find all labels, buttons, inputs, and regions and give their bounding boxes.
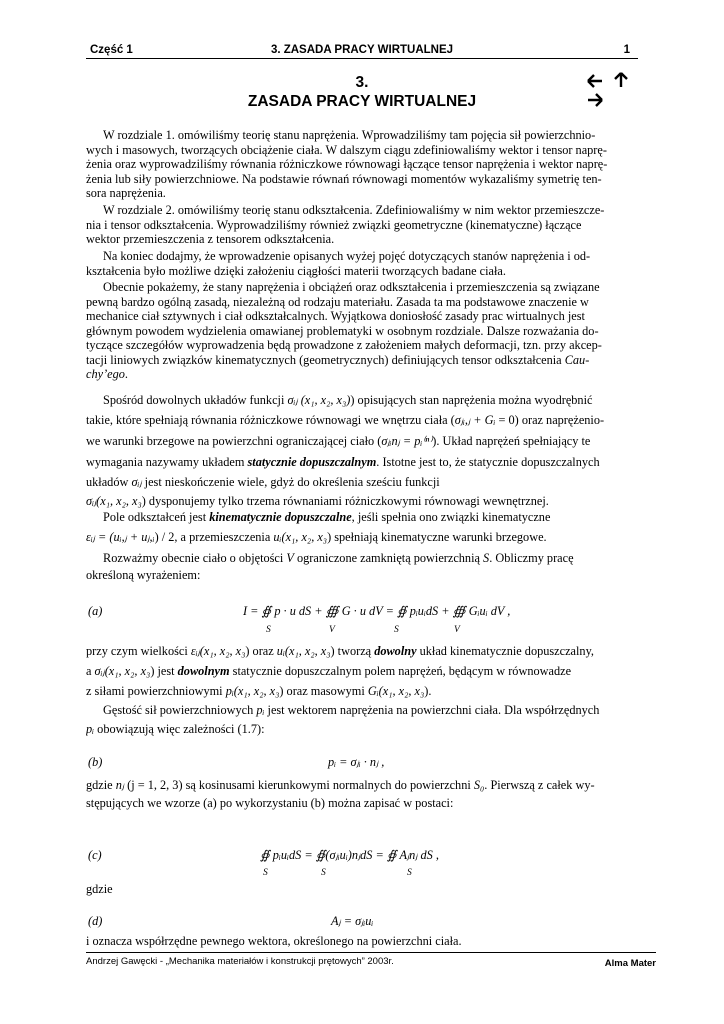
- p8-l2: obowiązują więc zależności (1.7):: [94, 722, 265, 736]
- sym-V: V: [286, 551, 294, 565]
- arrow-right-icon[interactable]: [584, 93, 606, 112]
- paragraph-1-line-2: wych i masowych, tworzących obciążenie ciała. W dalszym ciągu zdefiniowaliśmy wektor i tensor naprę-: [86, 142, 607, 157]
- p6-l2-b: , a przemieszczenia: [174, 530, 274, 544]
- last-line: i oznacza współrzędne pewnego wektora, określonego na powierzchni ciała.: [86, 934, 462, 948]
- aa-l3-a: z siłami powierzchniowymi: [86, 684, 226, 698]
- equation-c-label: (c): [88, 848, 102, 862]
- sym-sigma-ij-coords: σᵢⱼ(x₁, x₂, x₃: [86, 494, 142, 508]
- p4-l6-text: tacji liniowych związków kinematycznych (geometrycznych) definiujących tensor odkształcenia: [86, 352, 565, 367]
- sym-sigma-coords-2: σᵢⱼ(x₁, x₂, x₃: [94, 664, 151, 678]
- paragraph-4-line-2: pewną bardzo ogólną zasadą, niezależną od rodzaju materiału. Zasada ta ma podstawowe znaczenie w: [86, 294, 589, 309]
- p8-l1-a: Gęstość sił powierzchniowych: [103, 703, 257, 717]
- equation-d: Aⱼ = σⱼᵢuᵢ: [331, 914, 374, 928]
- sym-eps-coords: εᵢⱼ(x₁, x₂, x₃: [190, 644, 246, 658]
- eq-c-sub-S2: S: [321, 868, 326, 878]
- equation-a-label: (a): [88, 604, 103, 618]
- equation-b: pᵢ = σⱼᵢ · nⱼ ,: [328, 755, 385, 769]
- aa-l3-b: ) oraz masowymi: [279, 684, 368, 698]
- paragraph-1-line-4: żenia lub siły powierzchniowe. Na podstawie równań równowagi momentów wykazaliśmy symetrię ten-: [86, 171, 602, 186]
- paragraph-2-line-1: W rozdziale 2. omówiliśmy teorię stanu odkształcenia. Zdefiniowaliśmy w nim wektor przemieszcze-: [103, 203, 605, 217]
- ab-l1-b: (j = 1, 2, 3) są kosinusami kierunkowymi normalnych do powierzchni: [124, 778, 474, 792]
- sym-boundary: σⱼᵢnⱼ = pᵢ⁽ⁿ⁾: [381, 434, 433, 448]
- p7-l1-c: . Obliczmy pracę: [489, 551, 574, 565]
- equation-b-label: (b): [88, 755, 103, 769]
- aa-l1-e: układ kinematycznie dopuszczalny,: [416, 644, 595, 658]
- ab-l1-c: . Pierwszą z całek wy-: [484, 778, 595, 792]
- aa-l1-c: ) tworzą: [330, 644, 375, 658]
- eq-a-sub-S1: S: [266, 625, 271, 635]
- p4-cauchy-2: chy’ego: [86, 367, 125, 381]
- after-a-line-2: [86, 664, 656, 678]
- p5-l1-c: ) opisujących stan naprężenia można wyodrębnić: [350, 393, 593, 407]
- eq-c-sub-S1: S: [263, 868, 268, 878]
- running-header: [86, 42, 638, 59]
- p6-l2-c: ) spełniają kinematyczne warunki brzegowe.: [327, 530, 547, 544]
- chapter-number: 3.: [355, 74, 369, 91]
- p5-l2-a: takie, które spełniają równania różniczkowe równowagi we wnętrzu ciała (: [86, 413, 455, 427]
- paragraph-5-line-2: [86, 413, 656, 427]
- after-b-line-1: [86, 778, 656, 792]
- p6-l1-a: Pole odkształceń jest: [103, 510, 210, 524]
- aa-l1-b: ) oraz: [245, 644, 277, 658]
- p5-l3-a: we warunki brzegowe na powierzchni ograniczającej ciało (: [86, 434, 382, 448]
- sym-sigma-ij: σᵢⱼ: [287, 393, 298, 407]
- page-number: 1: [623, 44, 630, 56]
- sym-p-coords: pᵢ(x₁, x₂, x₃: [225, 684, 280, 698]
- p5-l4-c: . Istotne jest to, że statycznie dopuszczalnych: [376, 455, 600, 469]
- paragraph-4-line-1: Obecnie pokażemy, że stany naprężenia i obciążeń oraz odkształcenia i przemieszczenia są związane: [103, 280, 600, 294]
- equation-d-label: (d): [88, 914, 103, 928]
- term-kinematically-admissible: kinematycznie dopuszczalne: [209, 510, 352, 524]
- paragraph-5-line-3: [86, 434, 656, 448]
- chapter-header: 3. ZASADA PRACY WIRTUALNEJ: [270, 44, 454, 56]
- equation-c: ∯ pᵢuᵢdS = ∯(σⱼᵢuᵢ)nⱼdS = ∯ Aⱼnⱼ dS ,: [260, 848, 439, 862]
- sym-p-i-2: pᵢ: [86, 722, 95, 736]
- sym-sigma-ij-2: σᵢⱼ: [131, 475, 142, 489]
- p5-l3-b: ). Układ naprężeń spełniający te: [432, 434, 591, 448]
- paragraph-3-line-1: Na koniec dodajmy, że wprowadzenie opisanych wyżej pojęć dotyczących stanów naprężenia i od-: [103, 249, 591, 263]
- term-statically-admissible: statycznie dopuszczalnym: [247, 455, 377, 469]
- after-b-line-2: stępujących we wzorze (a) po wykorzystaniu (b) można zapisać w postaci:: [86, 796, 454, 810]
- footer-citation: Andrzej Gawęcki - „Mechanika materiałów i konstrukcji prętowych” 2003r.: [86, 956, 394, 967]
- sym-G-coords: Gᵢ(x₁, x₂, x₃: [367, 684, 425, 698]
- paragraph-8-line-1: [86, 703, 656, 717]
- aa-l1-a: przy czym wielkości: [86, 644, 191, 658]
- arrow-up-icon[interactable]: [610, 72, 632, 93]
- footer-publisher: Alma Mater: [604, 958, 656, 969]
- paragraph-2-line-2: nia i tensor odkształcenia. Wyprowadziliśmy również związki geometryczne (kinematyczne) łączące: [86, 217, 582, 232]
- arrow-left-icon[interactable]: [584, 74, 606, 93]
- aa-l3-c: ).: [424, 684, 432, 698]
- eq-a-sub-S2: S: [394, 625, 399, 635]
- sym-u-coords: uᵢ(x₁, x₂, x₃: [273, 530, 328, 544]
- aa-l2-b: ) jest: [150, 664, 178, 678]
- p8-l1-b: jest wektorem naprężenia na powierzchni ciała. Dla współrzędnych: [264, 703, 600, 717]
- paragraph-7-line-1: [86, 551, 656, 565]
- paragraph-5-line-1: [86, 393, 656, 407]
- eq-a-sub-V1: V: [329, 625, 335, 635]
- sym-p-i: pᵢ: [256, 703, 265, 717]
- aa-l2-d: statycznie dopuszczalnym polem naprężeń, będącym w równowadze: [229, 664, 572, 678]
- paragraph-4-line-3: mechanice ciał sztywnych i ciał odkształcalnych. Wyjątkowa doniosłość zasady prac wirtualnych jest: [86, 309, 585, 323]
- sym-S0: S₀: [473, 778, 485, 792]
- navigation-arrows: [584, 72, 654, 94]
- paragraph-5-line-4: [86, 455, 656, 469]
- paragraph-4-line-7: [86, 367, 656, 381]
- chapter-title: ZASADA PRACY WIRTUALNEJ: [247, 93, 477, 110]
- gdzie-line: gdzie: [86, 882, 113, 896]
- after-a-line-1: [86, 644, 656, 658]
- paragraph-4-line-6: [86, 353, 656, 367]
- sym-u-coords-2: uᵢ(x₁, x₂, x₃: [276, 644, 331, 658]
- paragraph-6-line-1: [86, 510, 656, 524]
- eq-c-sub-S3: S: [407, 868, 412, 878]
- paragraph-5-line-5: [86, 475, 656, 489]
- ab-l1-a: gdzie: [86, 778, 116, 792]
- paragraph-1-line-5: sora naprężenia.: [86, 186, 166, 200]
- sym-coords: (x₁, x₂, x₃): [300, 393, 351, 407]
- term-arbitrary-2: dowolnym: [177, 664, 230, 678]
- p5-l1-a: Spośród dowolnych układów funkcji: [103, 393, 288, 407]
- paragraph-4-line-5: tyczące szczegółów wyprowadzenia będą prowadzone z założeniem małych deformacji, tzn. przy akcep-: [86, 338, 602, 352]
- paragraph-5-line-6: [86, 494, 656, 508]
- after-a-line-3: [86, 684, 656, 698]
- term-arbitrary: dowolny: [374, 644, 417, 658]
- p7-l1-a: Rozważmy obecnie ciało o objętości: [103, 551, 287, 565]
- paragraph-8-line-2: [86, 722, 656, 736]
- p6-l1-c: , jeśli spełnia ono związki kinematyczne: [351, 510, 551, 524]
- paragraph-2-line-3: wektor przemieszczenia z tensorem odkształcenia.: [86, 232, 335, 246]
- sym-equilibrium: σⱼᵢ,ⱼ + Gᵢ: [454, 413, 496, 427]
- paragraph-4-line-4: głównym powodem wydzielenia omawianej problematyki w osobnym rozdziale. Dalsze rozważania do-: [86, 323, 599, 338]
- sym-S: S: [483, 551, 490, 565]
- paragraph-1-line-3: żenia oraz wyprowadziliśmy równania różniczkowe równowagi łączące tensor naprężenia i wektor naprę-: [86, 157, 608, 171]
- p7-l1-b: ograniczone zamkniętą powierzchnią: [293, 551, 484, 565]
- aa-l2-a: a: [86, 664, 95, 678]
- p5-l4-a: wymagania nazywamy układem: [86, 455, 248, 469]
- paragraph-1-line-1: W rozdziale 1. omówiliśmy teorię stanu naprężenia. Wprowadziliśmy tam pojęcia sił powierzchnio-: [103, 128, 596, 142]
- p5-coords: [298, 393, 351, 407]
- paragraph-6-line-2: [86, 530, 656, 544]
- sym-strain-def: εᵢⱼ = (uᵢ,ⱼ + uⱼ,ᵢ: [86, 530, 155, 544]
- part-label: Część 1: [90, 44, 133, 56]
- p5-l6-b: ) dysponujemy tylko trzema równaniami różniczkowymi równowagi wewnętrznej.: [141, 494, 549, 508]
- p5-l5-a: układów: [86, 475, 132, 489]
- paragraph-7-line-2: określoną wyrażeniem:: [86, 568, 201, 582]
- paragraph-3-line-2: kształcenia było możliwe dzięki założeniu ciągłości materii tworzących badane ciała.: [86, 263, 506, 278]
- sym-n-j: nⱼ: [115, 778, 125, 792]
- p6-l2-a: ) / 2: [154, 530, 175, 544]
- p5-l5-b: jest nieskończenie wiele, gdyż do określenia sześciu funkcji: [141, 475, 440, 489]
- footer-divider: [86, 952, 656, 953]
- p5-l2-b: = 0) oraz naprężenio-: [495, 413, 605, 427]
- equation-a: I = ∯ p · u dS + ∰ G · u dV = ∯ pᵢuᵢdS + ∰ Gᵢuᵢ dV ,: [243, 604, 511, 618]
- p4-cauchy-1: Cau-: [564, 352, 590, 367]
- p4-tail: .: [124, 367, 128, 381]
- eq-a-sub-V2: V: [454, 625, 460, 635]
